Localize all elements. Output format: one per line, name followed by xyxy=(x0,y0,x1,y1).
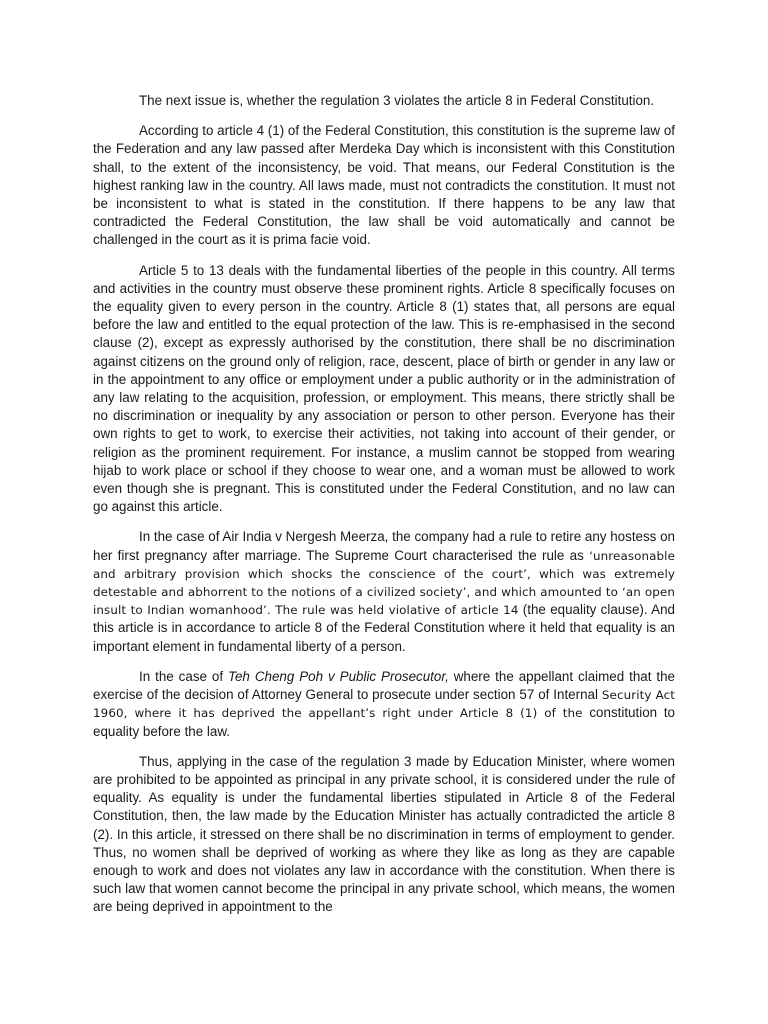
teh-cheng-poh-text-1: where the appellant claimed that the exercise of the decision of Attorney General to prosecute under section 57 of Internal xyxy=(93,668,676,703)
case-name-teh-cheng-poh: Teh Cheng Poh v Public Prosecutor, xyxy=(228,668,449,684)
paragraph-air-india-case xyxy=(93,528,675,655)
paragraph-article-5-13: Article 5 to 13 deals with the fundamental liberties of the people in this country. All terms and activities in the country must observe these prominent rights. Article 8 specifically focuses on the equality given to every person in the country. Article 8 (1) states that, all persons are equal before the law and entitled to the equal protection of the law. This is re-emphasised in the second clause (2), except as expressly authorised by the constitution, there shall be no discrimination against citizens on the ground only of religion, race, descent, place of birth or gender in any law or in the appointment to any office or employment under a public authority or in the administration of any law relating to the acquisition, profession, or employment. This means, there strictly shall be no discrimination or inequality by any association or person to other person. Everyone has their own rights to get to work, to exercise their activities, not taking into account of their gender, or religion as the prominent requirement. For instance, a muslim cannot be stopped from wearing hijab to work place or school if they choose to wear one, and a woman must be allowed to work even though she is pregnant. This is constituted under the Federal Constitution, and no law can go against this article. xyxy=(93,262,675,515)
paragraph-application: Thus, applying in the case of the regulation 3 made by Education Minister, where women are prohibited to be appointed as principal in any private school, it is considered under the rule of equality. As equality is under the fundamental liberties stipulated in Article 8 of the Federal Constitution, then, the law made by the Education Minister has actually contradicted the article 8 (2). In this article, it stressed on there shall be no discrimination in terms of employment to gender. Thus, no women shall be deprived of working as where they like as long as they are capable enough to work and does not violates any law in accordance with the constitution. When there is such law that women cannot become the principal in any private school, which means, the women are being deprived in appointment to the xyxy=(93,753,675,915)
teh-cheng-poh-text-3: constitution to equality before the law. xyxy=(93,705,675,739)
air-india-text-2: (the equality clause). And this article is in accordance to article 8 of the Federal Constitution where it held that equality is an important element in fundamental liberty of a person. xyxy=(93,602,675,654)
teh-cheng-poh-prefix: In the case of xyxy=(139,668,229,684)
teh-cheng-poh-text-2: Security Act 1960, where it has deprived the appellant’s right under Article 8 (1) of the xyxy=(93,688,676,721)
air-india-quote: ‘unreasonable and arbitrary provision which shocks the conscience of the court’, which was extremely detestable and abhorrent to the notions of a civilized society’, and which amounted to ‘an open insult to Indian womanhood’. The rule was held violative of article 14 xyxy=(93,548,675,618)
document-page xyxy=(93,92,675,929)
paragraph-article-4: According to article 4 (1) of the Federal Constitution, this constitution is the supreme law of the Federation and any law passed after Merdeka Day which is inconsistent with this Constitution shall, to the extent of the inconsistency, be void. That means, our Federal Constitution is the highest ranking law in the country. All laws made, must not contradicts the constitution. It must not be inconsistent to what is stated in the constitution. If there happens to be any law that contradicted the Federal Constitution, the law shall be void automatically and cannot be challenged in the court as it is prima facie void. xyxy=(93,123,675,248)
air-india-text-1: In the case of Air India v Nergesh Meerza, the company had a rule to retire any hostess on her first pregnancy after marriage. The Supreme Court characterised the rule as xyxy=(93,529,675,563)
paragraph-issue: The next issue is, whether the regulation 3 violates the article 8 in Federal Constitution. xyxy=(139,93,655,108)
paragraph-teh-cheng-poh-case xyxy=(93,668,675,741)
